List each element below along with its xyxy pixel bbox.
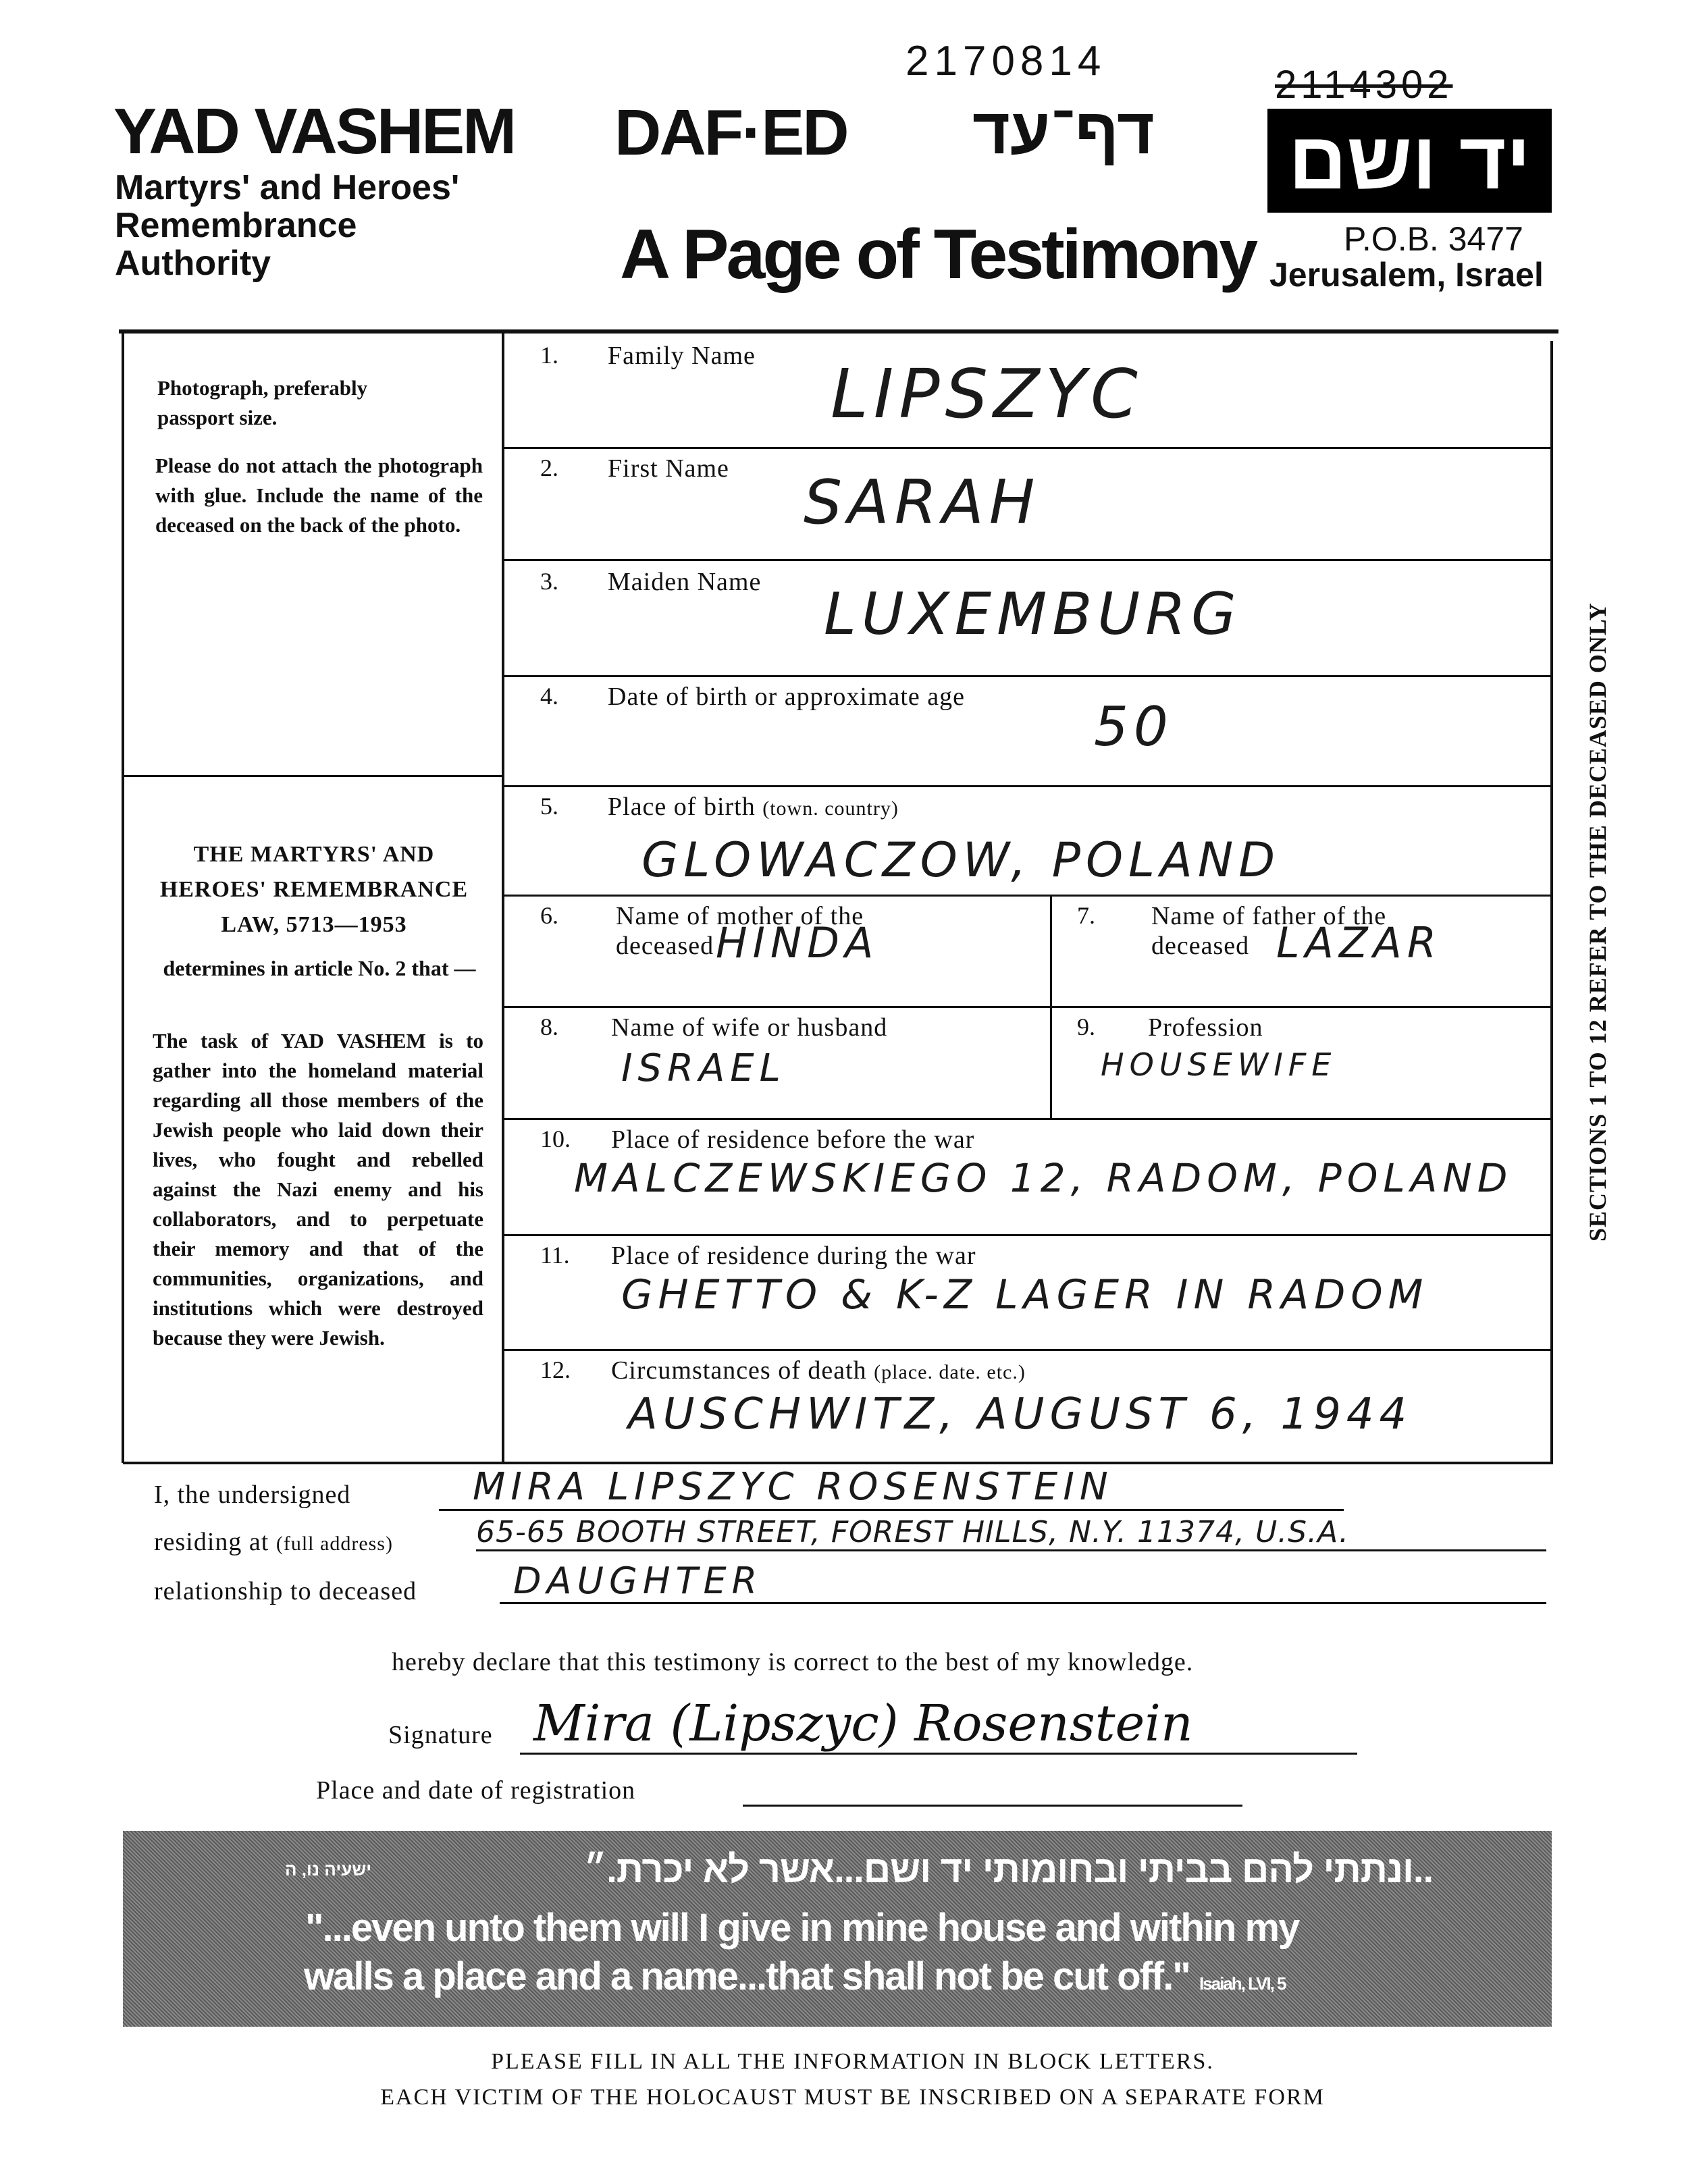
field-number: 12. <box>540 1356 571 1383</box>
law-intro: determines in article No. 2 that — <box>163 956 476 980</box>
field-label: Place of residence during the war <box>611 1242 976 1270</box>
law-title <box>135 837 493 942</box>
field-value[interactable]: SARAH <box>804 467 1041 538</box>
row-divider <box>503 447 1553 449</box>
banner-line-2 <box>304 1954 1286 1999</box>
field-label-sub: (place. date. etc.) <box>874 1361 1026 1383</box>
field-label <box>611 1356 1026 1385</box>
org-sub-line: Remembrance <box>115 206 357 245</box>
divider <box>123 775 503 777</box>
page-title: A Page of Testimony <box>620 215 1256 294</box>
law-title-line: LAW, 5713—1953 <box>221 912 407 937</box>
city: Jerusalem, Israel <box>1269 256 1544 294</box>
field-number: 8. <box>540 1013 558 1040</box>
registration-field[interactable] <box>743 1804 1242 1807</box>
field-value[interactable]: LUXEMBURG <box>824 581 1242 648</box>
relationship-label: relationship to deceased <box>154 1577 417 1605</box>
field-label-line2: deceased <box>1151 932 1250 960</box>
relationship-field[interactable]: DAUGHTER <box>500 1560 1546 1604</box>
field-value[interactable]: GHETTO & K-Z LAGER IN RADOM <box>621 1271 1429 1319</box>
law-title-line: THE MARTYRS' AND <box>193 842 435 867</box>
field-label: Family Name <box>608 342 756 370</box>
signature-field[interactable]: Mira (Lipszyc) Rosenstein <box>520 1695 1357 1755</box>
divider <box>119 329 1558 334</box>
field-label: Date of birth or approximate age <box>608 683 965 711</box>
old-document-number: 2114302 <box>1275 63 1453 107</box>
daf-ed-title: DAF·ED <box>614 97 847 169</box>
row-divider <box>503 559 1553 561</box>
address-field[interactable]: 65-65 BOOTH STREET, FOREST HILLS, N.Y. 11374, U.S.A. <box>476 1515 1546 1551</box>
field-label: Maiden Name <box>608 568 762 596</box>
row-divider <box>503 1118 1553 1120</box>
field-value[interactable]: LIPSZYC <box>831 354 1143 433</box>
law-title-line: HEROES' REMEMBRANCE <box>159 877 469 902</box>
address-label <box>154 1527 393 1557</box>
org-name: YAD VASHEM <box>113 95 515 167</box>
field-value[interactable]: AUSCHWITZ, AUGUST 6, 1944 <box>628 1389 1413 1439</box>
field-value[interactable]: 50 <box>1094 695 1174 758</box>
row-divider <box>503 1234 1553 1236</box>
org-subtitle <box>115 169 459 282</box>
field-label: Name of mother of the <box>616 902 864 930</box>
law-text: The task of YAD VASHEM is to gather into the homeland material regarding all those members of the Jewish people who laid down their lives, who fought and rebelled against the Nazi enemy and his collaborators, and to perpetuate their memory and that of the communities, organizations, and institutions which were destroyed because they were Jewish. <box>153 1029 483 1350</box>
address-label-sub: (full address) <box>276 1533 393 1555</box>
field-number: 9. <box>1077 1013 1095 1040</box>
row-divider <box>503 785 1553 787</box>
photo-note <box>157 373 367 433</box>
quote-banner <box>123 1831 1552 2027</box>
field-value[interactable]: GLOWACZOW, POLAND <box>641 832 1281 888</box>
divider <box>502 331 504 1463</box>
field-value[interactable]: HINDA <box>716 918 879 967</box>
banner-line-1: "...even unto them will I give in mine house and within my <box>305 1906 1299 1950</box>
undersigned-field[interactable]: MIRA LIPSZYC ROSENSTEIN <box>439 1465 1344 1511</box>
row-divider <box>503 895 1553 897</box>
field-number: 10. <box>540 1125 571 1152</box>
divider <box>122 331 124 1463</box>
field-label: Profession <box>1148 1013 1263 1042</box>
banner-line-2-text: walls a place and a name...that shall not be cut off." <box>304 1954 1190 1998</box>
field-label-text: Circumstances of death <box>611 1356 867 1385</box>
daf-ed-hebrew: דף־עד <box>972 95 1155 167</box>
field-label-sub: (town. country) <box>762 797 899 820</box>
field-label <box>608 792 899 822</box>
field-number: 6. <box>540 902 558 929</box>
field-number: 11. <box>540 1242 570 1269</box>
field-label-text: Place of birth <box>608 793 756 821</box>
banner-ref: Isaiah, LVI, 5 <box>1199 1973 1286 1994</box>
banner-hebrew-ref: ישעיה נו, ה <box>285 1859 372 1880</box>
document-number: 2170814 <box>906 38 1107 84</box>
footer-line: PLEASE FILL IN ALL THE INFORMATION IN BLOCK LETTERS. <box>491 2049 1214 2074</box>
row-divider <box>503 675 1553 677</box>
yad-vashem-logo: יד ושם <box>1267 109 1552 213</box>
field-label-line2: deceased <box>616 932 714 960</box>
photo-note-line: passport size. <box>157 406 278 429</box>
declaration-statement: hereby declare that this testimony is correct to the best of my knowledge. <box>392 1648 1194 1676</box>
field-label: Name of wife or husband <box>611 1013 888 1042</box>
divider <box>1550 341 1553 1463</box>
field-value[interactable]: ISRAEL <box>621 1046 786 1090</box>
field-number: 7. <box>1077 902 1095 929</box>
org-sub-line: Martyrs' and Heroes' <box>115 168 460 207</box>
field-number: 2. <box>540 454 558 481</box>
divider <box>123 1462 1553 1464</box>
row-divider <box>503 1006 1553 1008</box>
org-sub-line: Authority <box>115 244 271 283</box>
field-label: Name of father of the <box>1151 902 1387 930</box>
row-divider <box>503 1349 1553 1351</box>
footer-line: EACH VICTIM OF THE HOLOCAUST MUST BE INSCRIBED ON A SEPARATE FORM <box>380 2085 1325 2110</box>
side-note: SECTIONS 1 TO 12 REFER TO THE DECEASED ONLY <box>1584 602 1611 1242</box>
photo-note-line: Photograph, preferably <box>157 376 368 400</box>
address-label-text: residing at <box>154 1528 269 1556</box>
field-number: 3. <box>540 568 558 595</box>
undersigned-label: I, the undersigned <box>154 1481 351 1509</box>
field-value[interactable]: LAZAR <box>1276 918 1442 967</box>
field-label: Place of residence before the war <box>611 1125 975 1154</box>
photo-instructions: Please do not attach the photograph with glue. Include the name of the deceased on the back of the photo. <box>155 454 483 537</box>
field-label: First Name <box>608 454 729 483</box>
banner-hebrew: ..ונתתי להם בביתי ובחומותי יד ושם...אשר לא יכרת.״ <box>583 1848 1433 1890</box>
field-number: 5. <box>540 793 558 820</box>
field-number: 1. <box>540 342 558 369</box>
field-value[interactable]: HOUSEWIFE <box>1101 1046 1337 1083</box>
signature-label: Signature <box>388 1721 493 1749</box>
field-number: 4. <box>540 683 558 710</box>
pob: P.O.B. 3477 <box>1344 220 1523 258</box>
field-value[interactable]: MALCZEWSKIEGO 12, RADOM, POLAND <box>574 1155 1513 1201</box>
registration-label: Place and date of registration <box>316 1776 636 1805</box>
